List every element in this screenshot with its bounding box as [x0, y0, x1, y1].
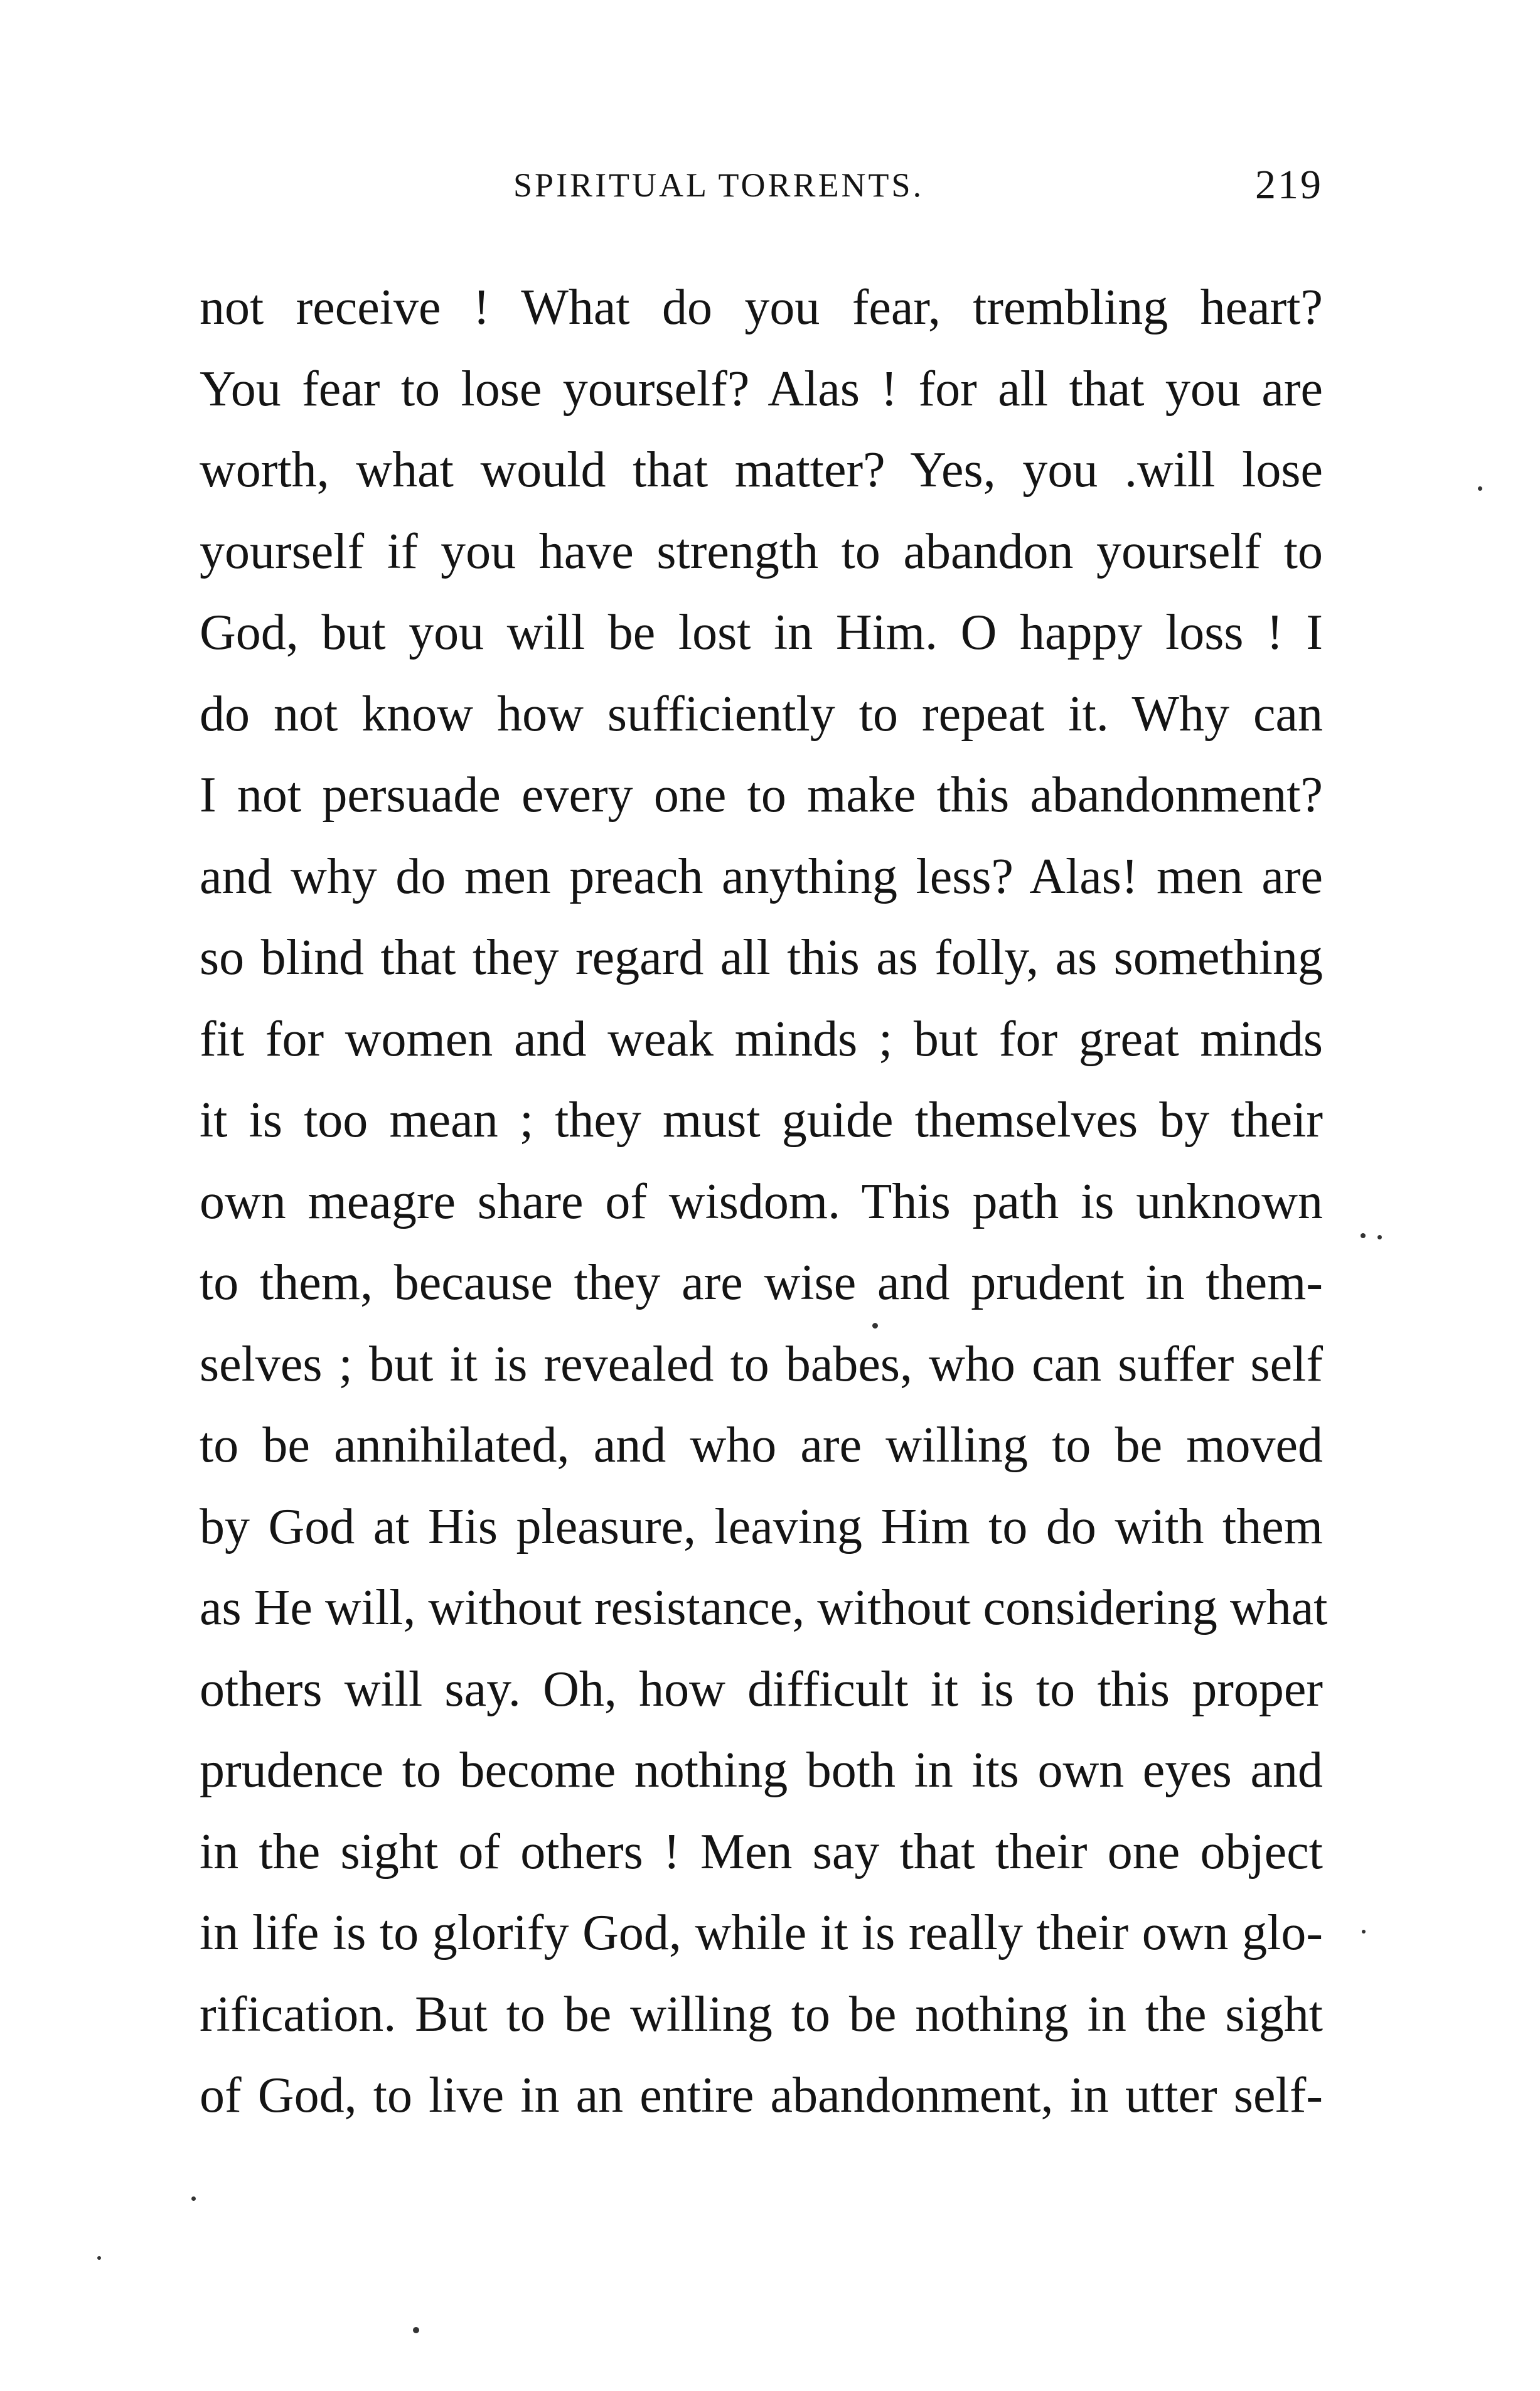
body-text — [200, 276, 1328, 2146]
text-line: rification. But to be willing to be nothing in the sight — [200, 1986, 1323, 2042]
scan-speck — [872, 1323, 878, 1329]
scan-speck — [1478, 486, 1482, 491]
running-head — [200, 157, 1323, 213]
text-line: fit for women and weak minds ; but for great minds — [200, 1011, 1323, 1067]
text-line: in life is to glorify God, while it is really their own glo- — [200, 1905, 1323, 1960]
text-line: selves ; but it is revealed to babes, who can suffer self — [200, 1336, 1323, 1392]
scan-speck — [97, 2256, 101, 2260]
scan-speck — [1361, 1233, 1366, 1238]
text-line: and why do men preach anything less? Alas! men are — [200, 848, 1323, 904]
text-line: others will say. Oh, how difficult it is to this proper — [200, 1661, 1323, 1717]
text-line: as He will, without resistance, without considering what — [200, 1580, 1328, 1635]
page-number: 219 — [1255, 162, 1323, 208]
text-line: worth, what would that matter? Yes, you .will lose — [200, 442, 1323, 498]
text-line: not receive ! What do you fear, trembling heart? — [200, 280, 1323, 335]
text-line: do not know how sufficiently to repeat it. Why can — [200, 686, 1323, 742]
text-line: to them, because they are wise and prudent in them- — [200, 1255, 1323, 1310]
text-line: prudence to become nothing both in its own eyes and — [200, 1743, 1323, 1798]
text-line: so blind that they regard all this as folly, as something — [200, 930, 1323, 985]
text-line: of God, to live in an entire abandonment, in utter self- — [200, 2068, 1323, 2123]
scan-speck — [1377, 1235, 1382, 1239]
scan-speck — [1362, 1930, 1366, 1934]
text-line: by God at His pleasure, leaving Him to do with them — [200, 1499, 1323, 1554]
text-line: own meagre share of wisdom. This path is unknown — [200, 1174, 1323, 1229]
text-line: to be annihilated, and who are willing to be moved — [200, 1418, 1323, 1473]
text-line: in the sight of others ! Men say that their one object — [200, 1824, 1323, 1880]
text-line: it is too mean ; they must guide themselves by their — [200, 1093, 1323, 1148]
text-line: I not persuade every one to make this abandonment? — [200, 768, 1323, 823]
text-line: yourself if you have strength to abandon yourself to — [200, 523, 1323, 579]
running-head-title: SPIRITUAL TORRENTS. — [513, 166, 924, 204]
text-line: You fear to lose yourself? Alas ! for all that you are — [200, 361, 1323, 417]
scan-speck — [191, 2196, 196, 2201]
scan-speck — [413, 2327, 419, 2333]
text-line: God, but you will be lost in Him. O happy loss ! I — [200, 605, 1323, 660]
